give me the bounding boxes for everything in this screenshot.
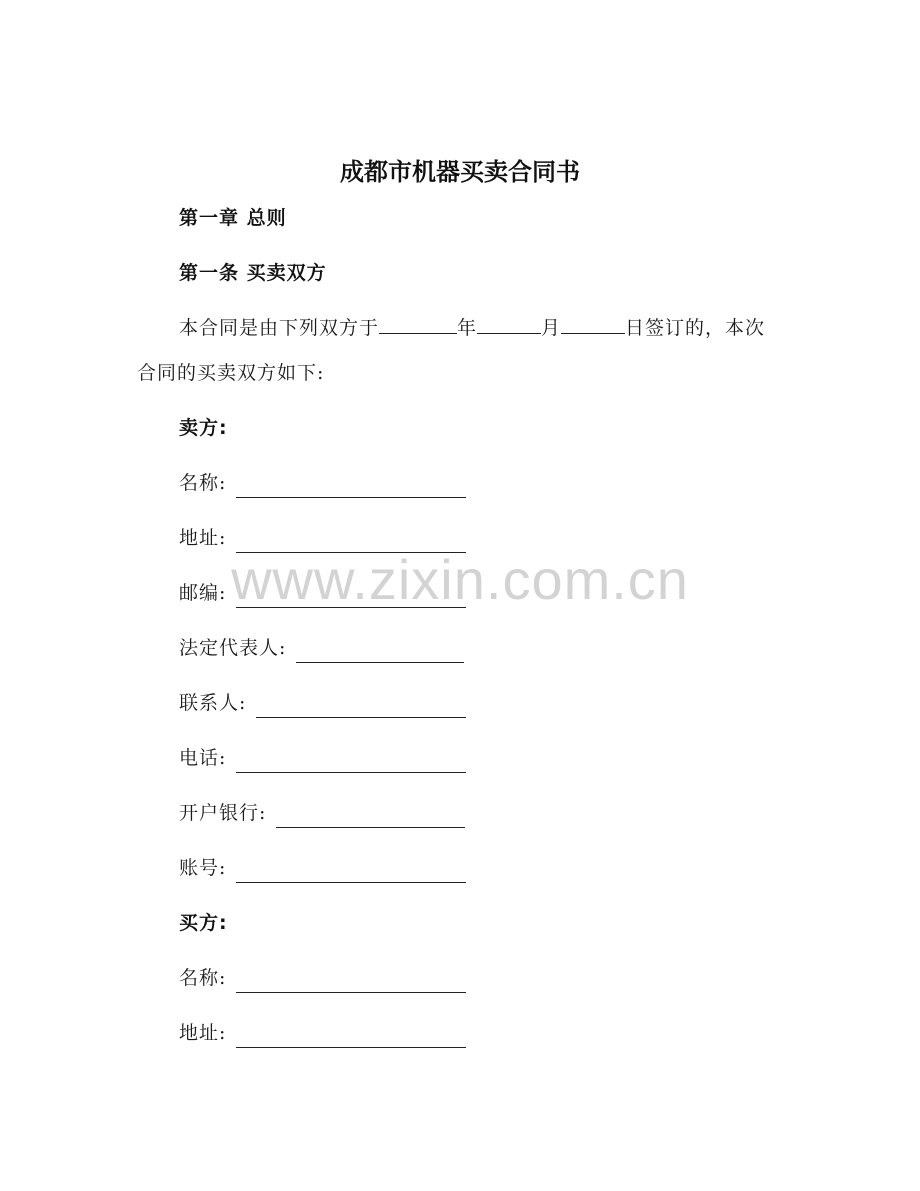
seller-bank-blank[interactable] xyxy=(276,805,465,828)
seller-legal-rep-label: 法定代表人: xyxy=(179,637,287,659)
day-blank[interactable] xyxy=(561,313,625,334)
seller-postcode-field xyxy=(179,578,466,608)
month-blank[interactable] xyxy=(477,313,541,334)
seller-name-blank[interactable] xyxy=(236,475,466,498)
intro-year: 年 xyxy=(457,317,478,339)
chapter-heading: 第一章 总则 xyxy=(179,207,287,229)
buyer-name-label: 名称: xyxy=(179,967,227,989)
seller-address-blank[interactable] xyxy=(236,530,466,553)
article-heading: 第一条 买卖双方 xyxy=(179,262,327,284)
seller-postcode-blank[interactable] xyxy=(236,585,466,608)
seller-account-label: 账号: xyxy=(179,857,227,879)
seller-contact-label: 联系人: xyxy=(179,692,247,714)
seller-heading: 卖方: xyxy=(179,417,228,439)
seller-postcode-label: 邮编: xyxy=(179,582,227,604)
seller-contact-field xyxy=(179,688,466,718)
intro-day-suffix: 日签订的，本次 xyxy=(625,317,766,339)
buyer-name-blank[interactable] xyxy=(236,970,466,993)
seller-account-field xyxy=(179,853,466,883)
seller-name-label: 名称: xyxy=(179,472,227,494)
seller-account-blank[interactable] xyxy=(236,860,466,883)
intro-prefix: 本合同是由下列双方于 xyxy=(179,317,380,339)
intro-month: 月 xyxy=(541,317,562,339)
seller-address-label: 地址: xyxy=(179,527,227,549)
seller-contact-blank[interactable] xyxy=(256,695,466,718)
intro-paragraph xyxy=(179,313,765,343)
intro-continuation: 合同的买卖双方如下: xyxy=(137,362,325,384)
seller-legal-rep-blank[interactable] xyxy=(296,640,464,663)
buyer-name-field xyxy=(179,963,466,993)
watermark: www.zixin.com.cn xyxy=(231,548,689,611)
buyer-address-label: 地址: xyxy=(179,1022,227,1044)
buyer-address-field xyxy=(179,1018,466,1048)
seller-phone-label: 电话: xyxy=(179,747,227,769)
seller-address-field xyxy=(179,523,466,553)
seller-phone-blank[interactable] xyxy=(236,750,466,773)
seller-bank-field xyxy=(179,798,465,828)
seller-bank-label: 开户银行: xyxy=(179,802,267,824)
seller-name-field xyxy=(179,468,466,498)
document-title: 成都市机器买卖合同书 xyxy=(340,158,580,186)
buyer-address-blank[interactable] xyxy=(236,1025,466,1048)
seller-legal-rep-field xyxy=(179,633,464,663)
seller-phone-field xyxy=(179,743,466,773)
buyer-heading: 买方: xyxy=(179,912,228,934)
year-blank[interactable] xyxy=(379,313,457,334)
